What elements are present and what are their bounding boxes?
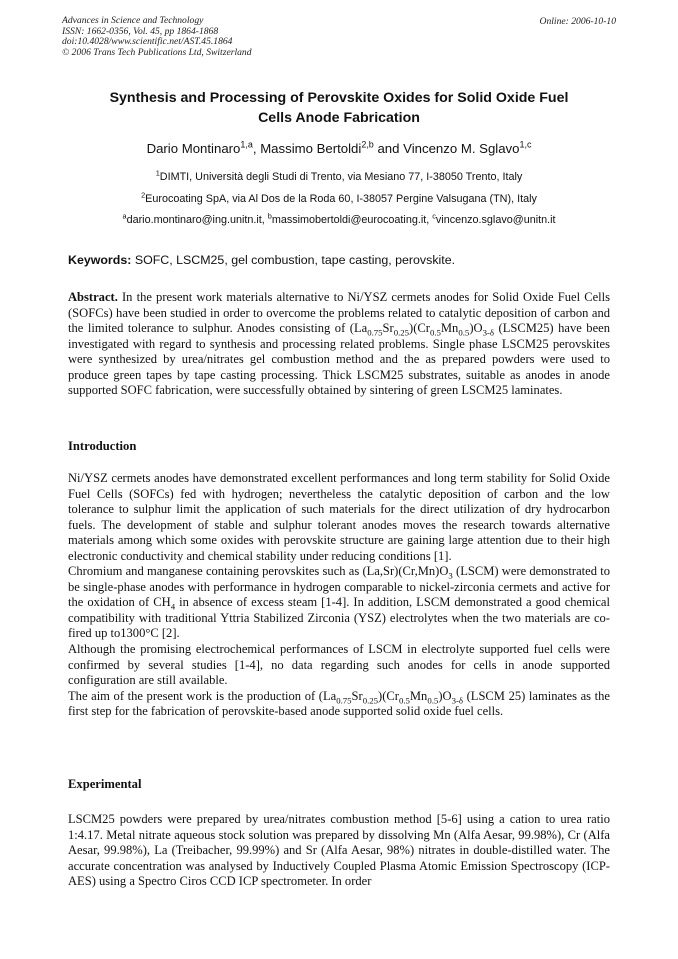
experimental-body (68, 812, 610, 890)
copyright-line: © 2006 Trans Tech Publications Ltd, Switzerland (62, 46, 252, 58)
author-name: Vincenzo M. Sglavo (403, 141, 520, 156)
journal-header (62, 16, 252, 58)
paragraph: LSCM25 powders were prepared by urea/nitrates combustion method [5-6] using a cation to urea ratio 1:4.17. Metal nitrate aqueous stock solution was prepared by dissolving Mn (Alfa Aesar, 99.98%), Cr (Alfa Aesar, 99.98%), La (Treibacher, 99.99%) and Sr (Alfa Aesar, 98%) nitrates in double-distilled water. The accurate concentration was analysed by Inductively Coupled Plasma Atomic Emission Spectroscopy (ICP-AES) using a Spectro Ciros CCD ICP spectrometer. In order (68, 812, 610, 889)
title-line-1: Synthesis and Processing of Perovskite Oxides for Solid Oxide Fuel (109, 90, 569, 106)
affiliation-text: Eurocoating SpA, via Al Dos de la Roda 60, I-38057 Pergine Valsugana (TN), Italy (145, 193, 537, 205)
paragraph (68, 564, 610, 642)
paragraph-text: The aim of the present work is the production of (La (68, 688, 337, 703)
formula-part: Mn (409, 688, 428, 703)
doi-line: doi:10.4028/www.scientific.net/AST.45.1864 (62, 36, 233, 48)
affiliation-1 (30, 168, 648, 183)
issn-line: ISSN: 1662-0356, Vol. 45, pp 1864-1868 (62, 25, 219, 37)
author-conjunction: and (377, 141, 400, 156)
section-heading-introduction: Introduction (68, 439, 137, 453)
paper-title (66, 88, 612, 128)
email-link[interactable]: dario.montinaro@ing.unitn.it, (126, 214, 265, 226)
author-affiliation-mark: 1,c (519, 139, 532, 150)
paragraph-text: (LSCM) were demonstrated to be single-phase anodes with performance in hydrogen comparable to nickel-zirconia cermets and active for the oxidation of CH (68, 564, 610, 610)
abstract-text: In the present work materials alternative to Ni/YSZ cermets anodes for Solid Oxide Fuel Cells (SOFCs) have been studied in order to overcome the problems related to catalytic deposition of carbon and the limited tolerance to sulphur. Anodes consisting of (La (68, 290, 610, 336)
title-line-2: Cells Anode Fabrication (258, 110, 420, 126)
affiliation-text: DIMTI, Università degli Studi di Trento, via Mesiano 77, I-38050 Trento, Italy (159, 171, 523, 183)
email-mark: b (267, 211, 272, 221)
author-affiliation-mark: 1,a (240, 139, 253, 150)
author-list: Dario Montinaro$^{1,a}$, Massimo Bertoldi$^{2,b}$ and Vincenzo M. Sglavo$^{1,c}$ (146, 139, 532, 156)
affiliation-mark: 1 (155, 168, 160, 178)
affiliation-mark: 2 (141, 190, 146, 200)
formula-part: Mn (440, 321, 459, 336)
paragraph: Although the promising electrochemical performances of LSCM in electrolyte supported fuel cells were confirmed by several studies [1-4], no data regarding such anodes for cells in anode supported configuration are still available. (68, 642, 610, 688)
subscript: 0.25 (393, 327, 410, 338)
introduction-body (68, 471, 610, 720)
subscript: 0.5 (429, 327, 441, 338)
subscript: 0.75 (367, 327, 383, 338)
subscript: 3 (448, 570, 453, 581)
subscript: 0.75 (336, 695, 352, 706)
paragraph-text: (LSCM 25) laminates as the first step for the fabrication of perovskite-based anode supported solid oxide fuel cells. (68, 688, 610, 719)
abstract (68, 290, 610, 399)
author-affiliation-mark: 2,b (361, 139, 374, 150)
subscript: 0.25 (362, 695, 379, 706)
formula-part: )O (438, 688, 452, 703)
keywords-label: Keywords: (68, 253, 132, 267)
keywords-text: SOFC, LSCM25, gel combustion, tape casting, perovskite. (134, 253, 456, 267)
subscript: 0.5 (427, 695, 439, 706)
keywords (68, 253, 455, 267)
abstract-label: Abstract. (68, 290, 118, 304)
email-mark: a (122, 211, 127, 221)
affiliation-2 (30, 190, 648, 205)
subscript: 3-δ (451, 695, 463, 706)
online-date: Online: 2006-10-10 (539, 16, 616, 27)
formula-part: Sr (351, 688, 363, 703)
author-name: Dario Montinaro (146, 141, 241, 156)
paragraph-text: in absence of excess steam [1-4]. In addition, LSCM demonstrated a good chemical compatibility with traditional Yttria Stabilized Zirconia (YSZ) electrolytes when the two materials are co-fired up to1300°C [2]. (68, 595, 610, 641)
email-mark: c (432, 211, 436, 221)
subscript: 0.5 (458, 327, 470, 338)
subscript: 4 (170, 601, 176, 612)
paragraph: Ni/YSZ cermets anodes have demonstrated excellent performances and long term stability for Solid Oxide Fuel Cells (SOFCs) fed with hydrogen; nevertheless the catalytic deposition of carbon and the low tolerance to sulphur limit the application of such materials for the direct utilization of dry hydrocarbon fuels. The development of stable and sulphur tolerant anodes moves the research towards alternative materials among which some oxides with perovskite structure are gaining large attention due to their high electronic conductivity and chemical stability under reducing conditions [1]. (68, 471, 610, 563)
subscript: 0.5 (398, 695, 410, 706)
formula-part: )(Cr (378, 688, 399, 703)
formula-part: )O (469, 321, 483, 336)
formula-part: )(Cr (409, 321, 430, 336)
subscript: 3-δ (482, 327, 494, 338)
author-name: Massimo Bertoldi (260, 141, 362, 156)
email-link[interactable]: massimobertoldi@eurocoating.it, (271, 214, 430, 226)
journal-name: Advances in Science and Technology (62, 15, 204, 26)
formula-part: Sr (382, 321, 394, 336)
paragraph-text: Chromium and manganese containing perovskites such as (La,Sr)(Cr,Mn)O (68, 564, 449, 579)
paragraph (68, 689, 610, 720)
email-line (30, 211, 648, 226)
email-link[interactable]: vincenzo.sglavo@unitn.it (435, 214, 556, 226)
abstract-text: (LSCM25) have been investigated with regard to synthesis and processing related problems. Single phase LSCM25 perovskites were synthesized by urea/nitrates gel combustion method and the as prepared powders were used to produce green tapes by tape casting processing. Thick LSCM25 substrates, suitable as anodes in anode supported SOFC fabrication, were successfully obtained by sintering of green LSCM25 laminates. (68, 321, 610, 398)
section-heading-experimental: Experimental (68, 777, 142, 791)
